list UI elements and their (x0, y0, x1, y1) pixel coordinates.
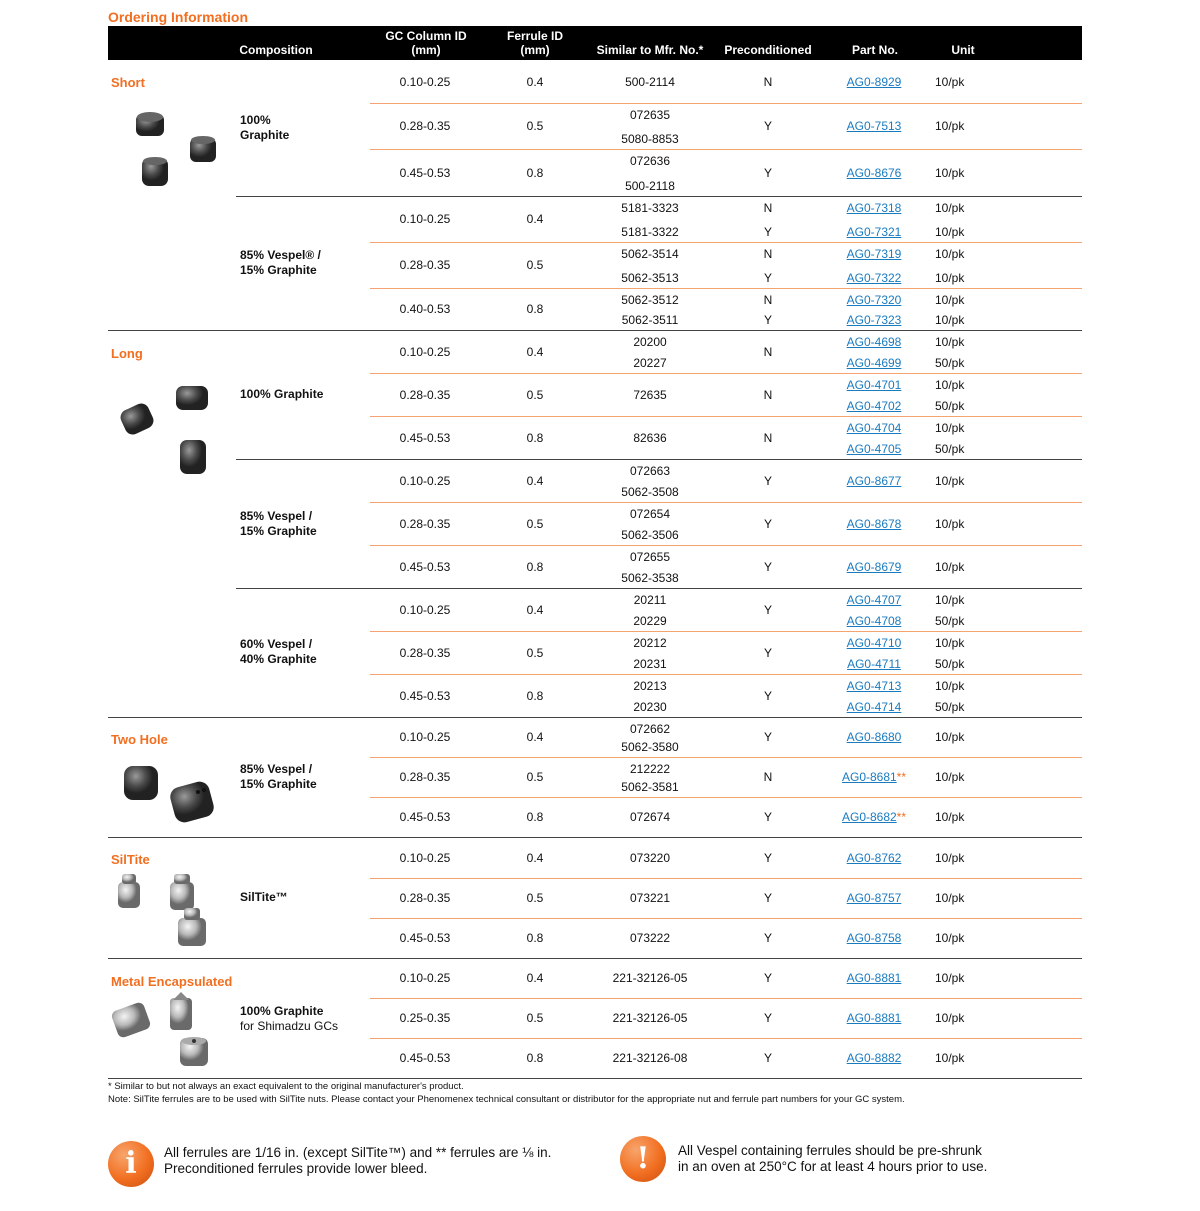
mfr-number: 5062-3508 (621, 485, 679, 499)
double-asterisk: ** (896, 770, 907, 784)
preconditioned-value: N (763, 201, 773, 215)
ferrule-id: 0.4 (526, 602, 544, 617)
unit-value: 10/pk (935, 679, 965, 693)
ferrule-id: 0.8 (526, 559, 544, 574)
preconditioned-value: N (763, 74, 773, 89)
part-number-link[interactable] (847, 679, 902, 693)
unit-value: 10/pk (935, 271, 965, 285)
footnote-siltite: Note: SilTite ferrules are to be used with SilTite nuts. Please contact your Phenomenex technical consultant or distributor for the appropriate nut and ferrule part numbers for your GC system. (108, 1094, 905, 1105)
row-divider (108, 1078, 1082, 1079)
mfr-number: 073221 (629, 891, 671, 905)
part-number-link[interactable] (847, 335, 902, 349)
preconditioned-value: Y (763, 473, 773, 488)
row-divider (370, 757, 1082, 758)
gc-column-id: 0.28-0.35 (399, 891, 451, 905)
composition-85-vespel: 85% Vespel® / 15% Graphite (240, 248, 321, 277)
header-preconditioned: Preconditioned (724, 43, 812, 57)
part-number[interactable]: AG0-4698 (846, 335, 902, 349)
row-divider (108, 330, 1082, 331)
row-divider (370, 242, 1082, 243)
row-divider (370, 797, 1082, 798)
part-number[interactable]: AG0-7320 (846, 293, 902, 307)
part-number[interactable]: AG0-8757 (846, 891, 902, 905)
mfr-number: 5080-8853 (621, 132, 679, 146)
unit-value: 10/pk (935, 559, 965, 574)
part-number[interactable]: AG0-7323 (846, 313, 902, 327)
gc-column-id: 0.28-0.35 (399, 645, 451, 660)
part-number[interactable]: AG0-4710 (846, 636, 902, 650)
section-long: Long (111, 346, 143, 361)
part-number[interactable]: AG0-8758 (846, 931, 902, 945)
mfr-number: 073222 (629, 931, 671, 945)
row-divider (370, 545, 1082, 546)
preconditioned-value: Y (763, 271, 773, 285)
mfr-number: 20230 (633, 700, 667, 714)
unit-value: 10/pk (935, 293, 965, 307)
part-number[interactable]: AG0-7513 (846, 119, 902, 133)
mfr-number: 5181-3323 (621, 201, 679, 215)
preconditioned-value: Y (763, 119, 773, 133)
unit-value: 10/pk (935, 850, 965, 865)
ferrule-id: 0.4 (526, 971, 544, 985)
part-number-link[interactable] (847, 891, 902, 905)
row-divider (236, 459, 1082, 460)
part-number-link[interactable] (842, 810, 906, 824)
mfr-number: 20200 (633, 335, 667, 349)
siltite-ferrule-image (110, 872, 225, 950)
part-number-link[interactable] (847, 166, 902, 180)
part-number[interactable]: AG0-8881 (846, 971, 902, 985)
mfr-number: 5062-3514 (621, 247, 679, 261)
part-number[interactable]: AG0-4704 (846, 421, 902, 435)
unit-value: 10/pk (935, 770, 965, 784)
row-divider (108, 837, 1082, 838)
preconditioned-value: Y (763, 602, 773, 617)
mfr-number: 500-2118 (625, 179, 675, 193)
header-gc-column-id: GC Column ID (mm) (385, 29, 467, 57)
part-number[interactable]: AG0-8682 (841, 810, 897, 824)
part-number[interactable]: AG0-4701 (846, 378, 902, 392)
page-title: Ordering Information (108, 9, 248, 25)
composition-85-vespel-two-hole: 85% Vespel / 15% Graphite (240, 762, 317, 791)
preconditioned-value: N (763, 770, 773, 784)
gc-column-id: 0.10-0.25 (399, 971, 451, 985)
row-divider (236, 196, 1082, 197)
unit-value: 10/pk (935, 891, 965, 905)
gc-column-id: 0.40-0.53 (399, 302, 451, 316)
ferrule-id: 0.4 (526, 730, 544, 744)
metal-encapsulated-ferrule-image (110, 992, 220, 1072)
gc-column-id: 0.45-0.53 (399, 559, 451, 574)
preconditioned-value: Y (763, 931, 773, 945)
part-number-link[interactable] (847, 421, 902, 435)
part-number[interactable]: AG0-8929 (846, 74, 902, 89)
unit-value: 10/pk (935, 335, 965, 349)
ferrule-id: 0.5 (526, 516, 544, 531)
ferrule-id: 0.8 (526, 1051, 544, 1065)
preconditioned-value: Y (763, 891, 773, 905)
part-number-link[interactable] (847, 378, 902, 392)
part-number[interactable]: AG0-8676 (846, 165, 902, 180)
gc-column-id: 0.10-0.25 (399, 730, 451, 744)
gc-column-id: 0.10-0.25 (399, 212, 451, 226)
warning-icon: ! (620, 1136, 666, 1182)
preconditioned-value: Y (763, 559, 773, 574)
unit-value: 50/pk (935, 657, 965, 671)
gc-column-id: 0.28-0.35 (399, 387, 451, 402)
part-number[interactable]: AG0-4708 (846, 614, 902, 628)
gc-column-id: 0.10-0.25 (399, 473, 451, 488)
preconditioned-value: Y (763, 165, 773, 180)
ferrule-id: 0.4 (526, 473, 544, 488)
two-hole-ferrule-image (112, 760, 222, 832)
part-number-link[interactable] (847, 442, 902, 456)
preconditioned-value: Y (763, 313, 773, 327)
gc-column-id: 0.45-0.53 (399, 931, 451, 945)
unit-value: 10/pk (935, 971, 965, 985)
long-ferrule-image (110, 380, 220, 480)
mfr-number: 82636 (633, 430, 667, 445)
mfr-number: 072663 (629, 464, 671, 478)
composition-60-vespel: 60% Vespel / 40% Graphite (240, 637, 317, 666)
ferrule-id: 0.5 (526, 891, 544, 905)
mfr-number: 5062-3511 (621, 313, 679, 327)
mfr-number: 20211 (633, 593, 667, 607)
footnote-similar: * Similar to but not always an exact equivalent to the original manufacturer's product. (108, 1081, 464, 1092)
mfr-number: 221-32126-05 (612, 971, 688, 985)
row-divider (370, 1038, 1082, 1039)
ferrule-id: 0.4 (526, 212, 544, 226)
row-divider (370, 631, 1082, 632)
part-number[interactable]: AG0-7321 (846, 225, 902, 239)
gc-column-id: 0.28-0.35 (399, 119, 451, 133)
part-number[interactable]: AG0-4702 (846, 399, 902, 413)
section-metal-encapsulated: Metal Encapsulated (111, 974, 233, 989)
row-divider (370, 918, 1082, 919)
ferrule-id: 0.5 (526, 770, 544, 784)
section-siltite: SilTite (111, 852, 150, 867)
part-number-link[interactable] (847, 75, 902, 89)
mfr-number: 20229 (633, 614, 667, 628)
part-number-link[interactable] (847, 931, 902, 945)
header-unit: Unit (951, 43, 975, 57)
part-number-link[interactable] (847, 399, 902, 413)
part-number-link[interactable] (847, 201, 902, 215)
part-number[interactable]: AG0-8678 (846, 516, 902, 531)
composition-shimadzu: 100% Graphite for Shimadzu GCs (240, 1004, 339, 1033)
part-number[interactable]: AG0-4711 (847, 657, 901, 671)
composition-siltite: SilTite™ (240, 890, 288, 904)
section-two-hole: Two Hole (111, 732, 168, 747)
mfr-number: 212222 (629, 762, 671, 776)
mfr-number: 20227 (633, 356, 667, 370)
mfr-number: 20212 (633, 636, 667, 650)
row-divider (370, 502, 1082, 503)
preconditioned-value: N (763, 344, 773, 359)
part-number-link[interactable] (847, 636, 902, 650)
part-number[interactable]: AG0-7318 (846, 201, 902, 215)
unit-value: 10/pk (935, 810, 965, 824)
unit-value: 10/pk (935, 247, 965, 261)
part-number-link[interactable] (847, 614, 902, 628)
unit-value: 10/pk (935, 225, 965, 239)
ferrule-id: 0.8 (526, 165, 544, 180)
part-number[interactable]: AG0-8882 (846, 1051, 902, 1065)
preconditioned-value: Y (763, 730, 773, 744)
mfr-number: 5062-3512 (621, 293, 679, 307)
preconditioned-value: Y (763, 1011, 773, 1025)
part-number-link[interactable] (847, 1011, 902, 1025)
unit-value: 10/pk (935, 636, 965, 650)
unit-value: 10/pk (935, 378, 965, 392)
part-number-link[interactable] (847, 474, 902, 488)
part-number-link[interactable] (847, 225, 902, 239)
ferrule-id: 0.5 (526, 119, 544, 133)
unit-value: 10/pk (935, 593, 965, 607)
part-number[interactable]: AG0-4713 (846, 679, 902, 693)
part-number[interactable]: AG0-8680 (846, 730, 902, 744)
part-number[interactable]: AG0-4714 (846, 700, 902, 714)
part-number-link[interactable] (847, 293, 902, 307)
unit-value: 10/pk (935, 1011, 965, 1025)
composition-85-vespel-long: 85% Vespel / 15% Graphite (240, 509, 317, 538)
unit-value: 10/pk (935, 931, 965, 945)
row-divider (370, 103, 1082, 104)
unit-value: 10/pk (935, 730, 965, 744)
short-ferrule-image (128, 100, 228, 195)
part-number[interactable]: AG0-8681 (841, 770, 897, 784)
unit-value: 10/pk (935, 119, 965, 133)
double-asterisk: ** (896, 810, 907, 824)
unit-value: 10/pk (935, 165, 965, 180)
gc-column-id: 0.28-0.35 (399, 258, 451, 272)
part-number-link[interactable] (847, 271, 902, 285)
ferrule-id: 0.8 (526, 931, 544, 945)
mfr-number: 073220 (629, 850, 671, 865)
ferrule-id: 0.4 (526, 850, 544, 865)
row-divider (370, 878, 1082, 879)
row-divider (370, 998, 1082, 999)
ferrule-id: 0.8 (526, 688, 544, 703)
ferrule-id: 0.8 (526, 430, 544, 445)
unit-value: 10/pk (935, 421, 965, 435)
ferrule-id: 0.5 (526, 387, 544, 402)
mfr-number: 500-2114 (625, 74, 675, 89)
gc-column-id: 0.10-0.25 (399, 74, 451, 89)
ferrule-id: 0.8 (526, 302, 544, 316)
header-composition: Composition (239, 43, 313, 57)
mfr-number: 072654 (629, 507, 671, 521)
part-number[interactable]: AG0-7322 (846, 271, 902, 285)
mfr-number: 072674 (629, 810, 671, 824)
mfr-number: 5062-3581 (621, 780, 679, 794)
mfr-number: 72635 (633, 387, 667, 402)
mfr-number: 072655 (629, 550, 671, 564)
mfr-number: 20213 (633, 679, 667, 693)
row-divider (236, 588, 1082, 589)
unit-value: 50/pk (935, 614, 965, 628)
composition-100-graphite: 100% Graphite (240, 113, 290, 142)
part-number-link[interactable] (847, 356, 902, 370)
part-number-link[interactable] (847, 593, 902, 607)
gc-column-id: 0.45-0.53 (399, 430, 451, 445)
mfr-number: 5062-3506 (621, 528, 679, 542)
row-divider (370, 674, 1082, 675)
gc-column-id: 0.10-0.25 (399, 602, 451, 617)
preconditioned-value: Y (763, 1051, 773, 1065)
unit-value: 50/pk (935, 442, 965, 456)
part-number[interactable]: AG0-8762 (846, 850, 902, 865)
part-number[interactable]: AG0-4707 (846, 593, 902, 607)
part-number-link[interactable] (842, 770, 906, 784)
ferrule-id: 0.4 (526, 74, 544, 89)
mfr-number: 221-32126-05 (612, 1011, 688, 1025)
row-divider (370, 416, 1082, 417)
ferrule-id: 0.5 (526, 645, 544, 660)
preconditioned-value: Y (763, 810, 773, 824)
header-part-no: Part No. (851, 43, 898, 57)
unit-value: 10/pk (935, 313, 965, 327)
gc-column-id: 0.45-0.53 (399, 1051, 451, 1065)
warning-tip: All Vespel containing ferrules should be pre-shrunk in an oven at 250°C for at least 4 hours prior to use. (678, 1143, 988, 1174)
part-number[interactable]: AG0-8679 (846, 559, 902, 574)
part-number[interactable]: AG0-8677 (846, 473, 902, 488)
mfr-number: 072635 (629, 108, 671, 122)
ferrule-id: 0.8 (526, 810, 544, 824)
ferrule-id: 0.5 (526, 258, 544, 272)
preconditioned-value: N (763, 430, 773, 445)
info-tip: All ferrules are 1/16 in. (except SilTite™) and ** ferrules are ⅛ in. Preconditioned ferrules provide lower bleed. (164, 1145, 552, 1176)
ferrule-id: 0.5 (526, 1011, 544, 1025)
preconditioned-value: N (763, 247, 773, 261)
preconditioned-value: Y (763, 688, 773, 703)
unit-value: 10/pk (935, 201, 965, 215)
mfr-number: 5062-3513 (621, 271, 679, 285)
part-number[interactable]: AG0-7319 (846, 247, 902, 261)
gc-column-id: 0.28-0.35 (399, 516, 451, 531)
gc-column-id: 0.45-0.53 (399, 688, 451, 703)
part-number[interactable]: AG0-4699 (846, 356, 902, 370)
gc-column-id: 0.25-0.35 (399, 1011, 451, 1025)
gc-column-id: 0.10-0.25 (399, 850, 451, 865)
preconditioned-value: Y (763, 850, 773, 865)
composition-100-graphite-long: 100% Graphite (240, 387, 324, 401)
part-number[interactable]: AG0-8881 (846, 1011, 902, 1025)
part-number-link[interactable] (847, 119, 902, 133)
unit-value: 50/pk (935, 700, 965, 714)
unit-value: 50/pk (935, 399, 965, 413)
gc-column-id: 0.10-0.25 (399, 344, 451, 359)
part-number-link[interactable] (847, 851, 902, 865)
row-divider (370, 373, 1082, 374)
preconditioned-value: Y (763, 516, 773, 531)
mfr-number: 072636 (629, 154, 671, 168)
mfr-number: 5181-3322 (621, 225, 679, 239)
part-number-link[interactable] (847, 1051, 902, 1065)
row-divider (370, 149, 1082, 150)
part-number-link[interactable] (847, 657, 901, 671)
gc-column-id: 0.45-0.53 (399, 810, 451, 824)
part-number-link[interactable] (847, 560, 902, 574)
mfr-number: 221-32126-08 (612, 1051, 688, 1065)
mfr-number: 5062-3538 (621, 571, 679, 585)
preconditioned-value: Y (763, 225, 773, 239)
gc-column-id: 0.28-0.35 (399, 770, 451, 784)
unit-value: 50/pk (935, 356, 965, 370)
part-number-link[interactable] (847, 700, 902, 714)
header-similar-mfr: Similar to Mfr. No.* (596, 43, 704, 57)
preconditioned-value: Y (763, 645, 773, 660)
mfr-number: 20231 (633, 657, 667, 671)
preconditioned-value: N (763, 387, 773, 402)
part-number-link[interactable] (847, 313, 902, 327)
mfr-number: 5062-3580 (621, 740, 679, 754)
unit-value: 10/pk (935, 473, 965, 488)
preconditioned-value: N (763, 293, 773, 307)
mfr-number: 072662 (629, 722, 671, 736)
unit-value: 10/pk (935, 1051, 965, 1065)
gc-column-id: 0.45-0.53 (399, 165, 451, 180)
part-number-link[interactable] (847, 247, 902, 261)
preconditioned-value: Y (763, 971, 773, 985)
ferrule-id: 0.4 (526, 344, 544, 359)
part-number[interactable]: AG0-4705 (846, 442, 902, 456)
row-divider (108, 717, 1082, 718)
part-number-link[interactable] (847, 971, 902, 985)
section-short: Short (111, 75, 145, 90)
table-header (108, 26, 1082, 60)
part-number-link[interactable] (847, 730, 902, 744)
header-ferrule-id: Ferrule ID (mm) (506, 29, 563, 57)
info-icon: i (108, 1141, 154, 1187)
unit-value: 10/pk (935, 74, 965, 89)
row-divider (108, 958, 1082, 959)
row-divider (370, 288, 1082, 289)
part-number-link[interactable] (847, 517, 902, 531)
unit-value: 10/pk (935, 516, 965, 531)
